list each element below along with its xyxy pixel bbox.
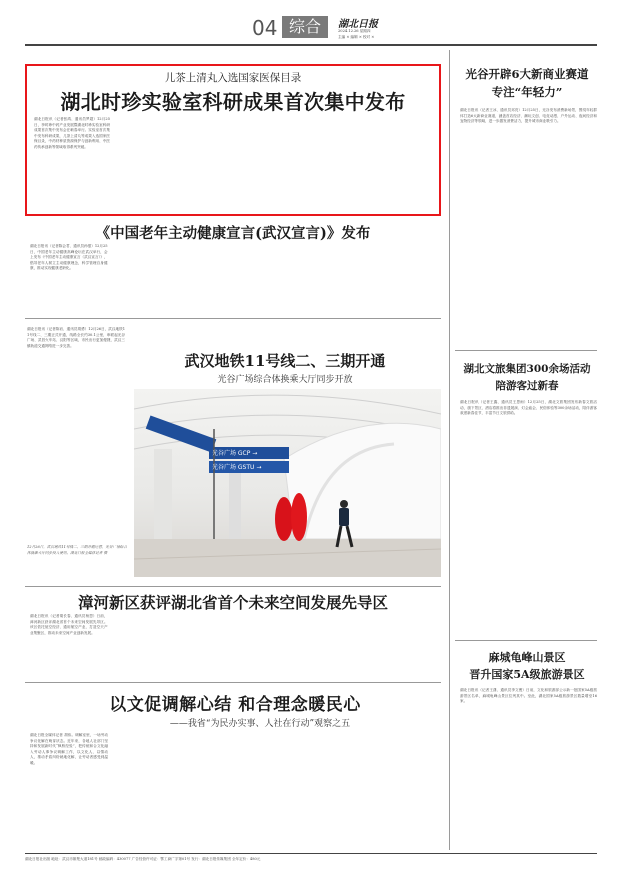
column-rule	[449, 50, 450, 850]
metro-photo-scene	[134, 389, 441, 577]
metro-photo-caption-box	[27, 545, 127, 579]
right-body-1-text: 湖北日报讯（记者王冰、通讯员邓亮）12月25日，光谷发布消费新场景，围绕年轻群体打造6大新商业赛道，涵盖首店经济、潮玩文创、电竞动漫、户外运动、夜间经济和宠物经济等领域，进一步激发消费活力，提升城市商业吸引力。	[460, 108, 597, 124]
metro-photo	[134, 389, 441, 577]
section-tag: 综合	[282, 16, 328, 38]
right-body-3	[460, 688, 597, 846]
divider-3	[25, 682, 441, 683]
divider-right-2	[455, 640, 597, 641]
editor-line: 主编 × 编辑 × 校对 ×	[338, 35, 375, 39]
footer-rule	[25, 853, 597, 854]
metro-headline: 武汉地铁11号线二、三期开通	[184, 352, 386, 370]
photo-sign-text: 光谷广场 GCP →	[212, 450, 258, 457]
feature-body	[30, 733, 440, 845]
right-body-2-text: 湖北日报讯（记者王鑫、通讯员王思雨）12月25日，湖北文旅集团发布新春文旅活动，旗下景区、酒店将推出非遗展演、灯会庙会、民俗体验等300余场活动，陪伴游客欢度新春佳节，丰富节日文旅供给。	[460, 400, 597, 416]
divider-2	[25, 586, 441, 587]
divider-1	[25, 318, 441, 319]
right-h2-line1: 湖北文旅集团300余场活动	[463, 363, 591, 375]
right-body-1	[460, 108, 597, 354]
right-body-2	[460, 400, 597, 636]
lead-headline: 湖北时珍实验室科研成果首次集中发布	[60, 90, 406, 114]
metro-subhead: 光谷广场综合体换乘大厅同步开放	[217, 375, 353, 385]
page-number: 04	[252, 16, 278, 40]
zhanghe-body-text: 湖北日报讯（记者胡长春、通讯员杨思）日前，漳河新区获评湖北省首个未来空间发展先导区。该区依托低空经济、通用航空产业，打造空天产业集聚区，推动未来空间产业创新发展。	[30, 614, 108, 635]
zhanghe-body	[30, 614, 438, 678]
newspaper-logo: 湖北日报	[338, 19, 378, 30]
right-h2-line2: 陪游客过新春	[495, 380, 559, 392]
health-body-text: 湖北日报讯（记者陈会君、通讯员孙强）12月25日，中国老年主动健康高峰论坛在武汉举行，会上发布《中国老年主动健康宣言（武汉宣言）》，倡导老年人树立主动健康理念，科学管理自身健康，推动实现健康老龄化。	[30, 244, 108, 271]
metro-body-text: 湖北日报讯（记者陈岩、通讯员胡勇）12月26日，武汉地铁11号线二、三期正式开通，线路全长约30.1公里，串联起光谷广场、武昌火车站、汉阳等区域，市民出行更加便捷，武汉三镇轨道交通网络进一步完善。	[27, 327, 125, 348]
right-h1-line1: 光谷开辟6大新商业赛道	[465, 67, 589, 81]
footer-text: 湖北日报社出版 地址：武汉市雄楚大道181号 邮政编码：430077 广告经营许可证：鄂工商广字第01号 发行：湖北日报传媒集团 全年定价：480元	[25, 857, 261, 861]
masthead-rule	[25, 44, 597, 46]
footer	[25, 857, 597, 881]
lead-kicker: 儿茶上清丸入选国家医保目录	[164, 72, 302, 84]
metro-photo-caption: 12月26日，武汉地铁11号线二、三期开通运营，光谷广场综合体换乘大厅同步投入使用。湖北日报全媒体记者 摄	[27, 545, 127, 555]
lead-body	[34, 117, 434, 209]
masthead	[228, 14, 398, 44]
zhanghe-headline: 漳河新区获评湖北省首个未来空间发展先导区	[77, 593, 388, 612]
feature-subhead: ——我省“为民办实事、人社在行动”观察之五	[169, 719, 351, 729]
right-body-3-text: 湖北日报讯（记者王潇、通讯员李文俊）日前，文化和旅游部公示新一批国家5A级旅游景区名单，麻城龟峰山景区位列其中。至此，湖北国家5A级旅游景区数量增至16家。	[460, 688, 597, 704]
feature-body-text: 湖北日报全媒体记者 胡伟。调解室里，一场劳动争议化解在萌芽状态。近年来，各地人社部门坚持和发展新时代“枫桥经验”，把传统和合文化融入劳动人事争议调解工作，以文化人、以情动人，推动矛盾纠纷就地化解，让劳动者感受到温暖。	[30, 733, 108, 765]
lead-body-text: 湖北日报讯（记者张鸿、通讯员罗超）12月25日，李时珍中药产业发展暨湖北时珍实验室科研成果首次集中发布会在蕲春举行。实验室首次集中发布科研成果，儿茶上清丸等成果入选国家医保目录，中药材种质资源保护与创新利用、中医药传承创新等领域取得系列突破。	[34, 117, 110, 149]
photo-sign-text-2: 光谷广场 GSTU →	[212, 464, 262, 471]
right-h3-line2: 晋升国家5A级旅游景区	[469, 668, 585, 681]
right-h1-line2: 专注“年轻力”	[491, 85, 563, 99]
right-h3-line1: 麻城龟峰山景区	[488, 651, 566, 664]
feature-headline: 以文促调解心结 和合理念暖民心	[109, 695, 361, 715]
divider-right-1	[455, 350, 597, 351]
health-headline: 《中国老年主动健康宣言(武汉宣言)》发布	[95, 225, 371, 242]
health-body	[30, 244, 438, 312]
date-line: 2024.12.26 星期四	[338, 29, 371, 33]
